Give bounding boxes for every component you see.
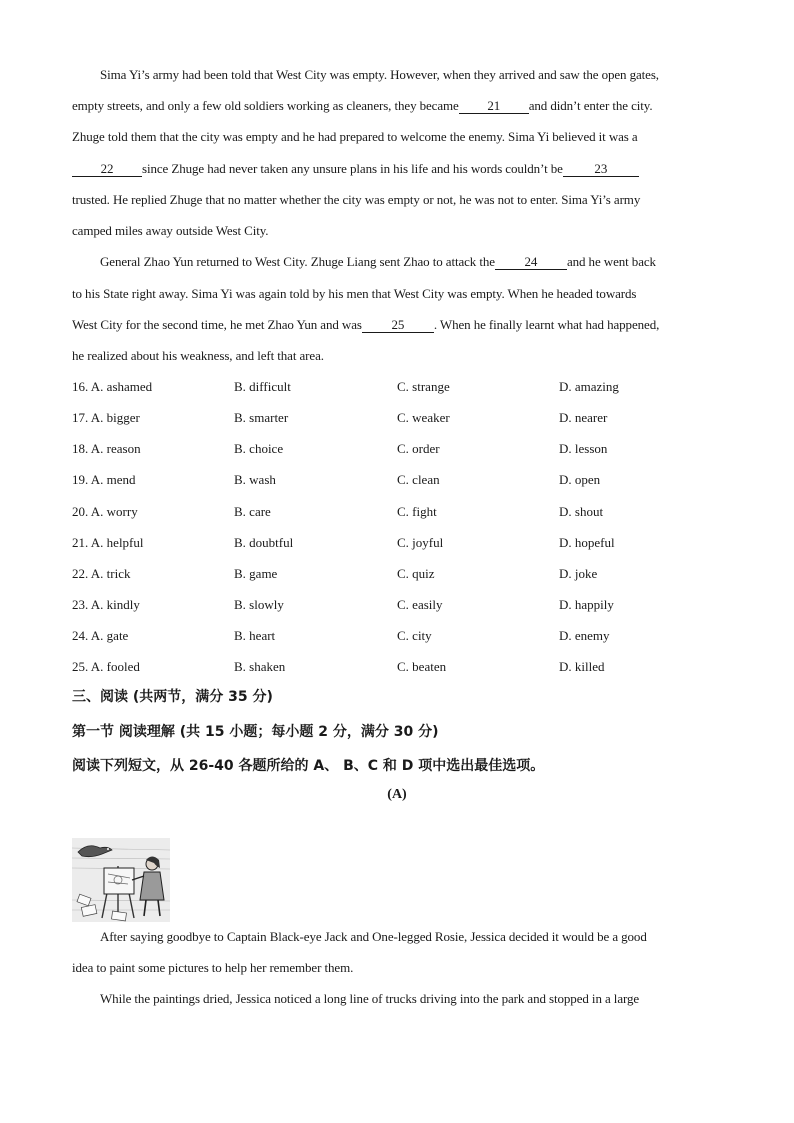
- answer-blank-21: 21: [459, 99, 529, 114]
- option-b: B. smarter: [234, 410, 289, 425]
- option-b: B. difficult: [234, 379, 291, 394]
- option-b: B. care: [234, 504, 271, 519]
- option-b: B. game: [234, 566, 278, 581]
- passage-line: [72, 98, 652, 114]
- option-d: D. happily: [559, 597, 614, 612]
- passage-line: trusted. He replied Zhuge that no matter whether the city was empty or not, he was not to enter. Sima Yi’s army: [72, 192, 641, 207]
- option-a: 19. A. mend: [72, 472, 136, 487]
- option-b: B. doubtful: [234, 535, 294, 550]
- option-b: B. shaken: [234, 659, 286, 674]
- girl-painting-illustration: [72, 838, 170, 922]
- option-d: D. hopeful: [559, 535, 615, 550]
- option-c: C. city: [397, 628, 432, 643]
- passage-line: he realized about his weakness, and left that area.: [72, 348, 324, 363]
- option-d: D. shout: [559, 504, 604, 519]
- option-a: 25. A. fooled: [72, 659, 140, 674]
- section-instruction: 阅读下列短文，从 26-40 各题所给的 A、 B、C 和 D 项中选出最佳选项。: [72, 758, 545, 774]
- answer-blank-23: 23: [563, 162, 639, 177]
- option-c: C. fight: [397, 504, 437, 519]
- option-d: D. open: [559, 472, 601, 487]
- answer-blank-24: 24: [495, 255, 567, 270]
- passage-text: . When he finally learnt what had happened,: [433, 317, 660, 332]
- option-d: D. joke: [559, 566, 598, 581]
- section-title: 三、阅读 (共两节，满分 35 分): [72, 689, 273, 705]
- option-c: C. easily: [397, 597, 443, 612]
- option-d: D. killed: [559, 659, 605, 674]
- option-d: D. enemy: [559, 628, 610, 643]
- option-c: C. quiz: [397, 566, 435, 581]
- passage-text: and he went back: [566, 254, 656, 269]
- passage-text: empty streets, and only a few old soldiers working as cleaners, they became: [72, 98, 459, 113]
- option-c: C. beaten: [397, 659, 447, 674]
- answer-blank-22: 22: [72, 162, 142, 177]
- passage-label: (A): [387, 787, 407, 802]
- passage-line: to his State right away. Sima Yi was again told by his men that West City was empty. When he headed towards: [72, 286, 637, 301]
- option-a: 16. A. ashamed: [72, 379, 153, 394]
- option-c: C. clean: [397, 472, 440, 487]
- passage-line: While the paintings dried, Jessica noticed a long line of trucks driving into the park and stopped in a large: [100, 991, 640, 1006]
- option-b: B. wash: [234, 472, 276, 487]
- passage-line: camped miles away outside West City.: [72, 223, 269, 238]
- option-a: 24. A. gate: [72, 628, 129, 643]
- option-c: C. joyful: [397, 535, 444, 550]
- option-c: C. weaker: [397, 410, 450, 425]
- option-a: 22. A. trick: [72, 566, 131, 581]
- option-b: B. choice: [234, 441, 284, 456]
- option-c: C. strange: [397, 379, 450, 394]
- passage-line: [72, 317, 659, 333]
- passage-line: Sima Yi’s army had been told that West City was empty. However, when they arrived and saw the open gates,: [100, 67, 659, 82]
- passage-line: [72, 161, 639, 177]
- option-a: 18. A. reason: [72, 441, 141, 456]
- passage-line: [100, 254, 656, 270]
- passage-line: Zhuge told them that the city was empty and he had prepared to welcome the enemy. Sima Yi believed it was a: [72, 129, 638, 144]
- option-a: 20. A. worry: [72, 504, 138, 519]
- passage-line: After saying goodbye to Captain Black-eye Jack and One-legged Rosie, Jessica decided it would be a good: [100, 929, 647, 944]
- section-part-title: 第一节 阅读理解 (共 15 小题；每小题 2 分，满分 30 分): [72, 724, 439, 740]
- option-b: B. heart: [234, 628, 276, 643]
- option-d: D. lesson: [559, 441, 608, 456]
- passage-text: since Zhuge had never taken any unsure plans in his life and his words couldn’t be: [142, 161, 563, 176]
- passage-line: idea to paint some pictures to help her remember them.: [72, 960, 354, 975]
- passage-text: General Zhao Yun returned to West City. Zhuge Liang sent Zhao to attack the: [100, 254, 495, 269]
- passage-text: and didn’t enter the city.: [528, 98, 653, 113]
- option-c: C. order: [397, 441, 440, 456]
- option-d: D. amazing: [559, 379, 619, 394]
- option-b: B. slowly: [234, 597, 284, 612]
- option-a: 21. A. helpful: [72, 535, 144, 550]
- passage-text: West City for the second time, he met Zhao Yun and was: [72, 317, 362, 332]
- option-d: D. nearer: [559, 410, 608, 425]
- answer-blank-25: 25: [362, 318, 434, 333]
- option-a: 17. A. bigger: [72, 410, 140, 425]
- option-a: 23. A. kindly: [72, 597, 140, 612]
